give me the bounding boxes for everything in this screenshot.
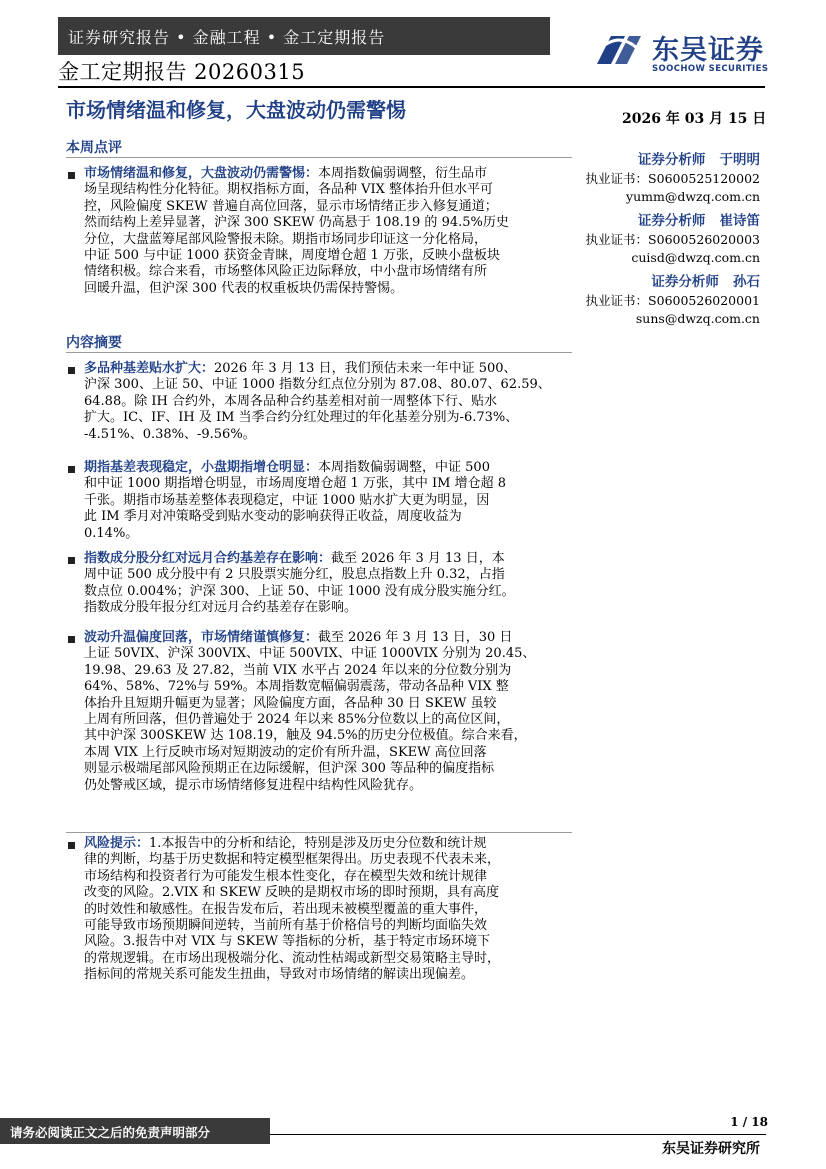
footer-institute: 东吴证券研究所 xyxy=(662,1141,760,1157)
bullet-icon xyxy=(68,557,75,564)
logo-text: 东吴证券 xyxy=(652,35,764,66)
summary-item: 多品种基差贴水扩大：2026 年 3 月 13 日，我们预估未来一年中证 500、 沪深 300、上证 50、中证 1000 指数分红点位分别为 87.08、80.07、62.59、 64.88。除 IH 合约外，本周各品种合约基差相对前一周整体下行、贴水 扩大。IC、IF、IH 及 IM 当季合约分红处理过的年化基差分别为-6.73%、 -4.51%、0.38%、-9.56%。 xyxy=(84,361,551,442)
footer-band xyxy=(0,1118,270,1144)
analyst-title: 证券分析师 于明明 xyxy=(637,152,760,168)
bullet-icon xyxy=(68,466,75,473)
weekly-lead: 市场情绪温和修复，大盘波动仍需警惕： xyxy=(84,166,319,181)
logo-english-text: SOOCHOW SECURITIES xyxy=(652,64,769,74)
soochow-logo-icon xyxy=(595,30,643,70)
section-divider xyxy=(66,352,572,353)
analyst-panel xyxy=(570,148,760,331)
bullet-icon xyxy=(68,842,75,849)
analyst-cert: 执业证书：S0600525120002 xyxy=(585,171,760,186)
analyst-title: 证券分析师 孙石 xyxy=(651,274,760,290)
bullet-icon xyxy=(68,636,75,643)
analyst-title: 证券分析师 崔诗笛 xyxy=(637,213,760,229)
analyst-email[interactable]: suns@dwzq.com.cn xyxy=(635,311,760,326)
risk-paragraph: 风险提示：1.本报告中的分析和结论，特别是涉及历史分位数和统计规 律的判断，均基于历史数据和特定模型框架得出。历史表现不代表未来， 市场结构和投资者行为可能发生根本性变化，存在模型失效和统计规律 改变的风险。2.VIX 和 SKEW 反映的是期权市场的即时预期，具有高度 的时效性和敏感性。在报告发布后，若出现未被模型覆盖的重大事件， 可能导致市场预期瞬间逆转，当前所有基于价格信号的判断均面临失效 风险。3.报告中对 VIX 与 SKEW 等指标的分析，基于特定市场环境下 的常规逻辑。在市场出现极端分化、流动性枯竭或新型交易策略主导时， 指标间的常规关系可能发生扭曲，导致对市场情绪的解读出现偏差。 xyxy=(84,836,501,983)
summary-item: 期指基差表现稳定，小盘期指增仓明显：本周指数偏弱调整，中证 500 和中证 1000 期指增仓明显，市场周度增仓超 1 万张，其中 IM 增仓超 8 千张。期指市场基差整体表现稳定，中证 1000 贴水扩大更为明显，因 此 IM 季月对冲策略受到贴水变动的影响获得正收益，周度收益为 0.14%。 xyxy=(84,460,506,541)
footer-disclaimer: 请务必阅读正文之后的免责声明部分 xyxy=(10,1125,211,1140)
header-divider xyxy=(58,86,765,88)
section-divider xyxy=(66,157,572,158)
footer-divider xyxy=(270,1134,766,1135)
page-title: 市场情绪温和修复，大盘波动仍需警惕 xyxy=(66,98,406,122)
analyst-email[interactable]: cuisd@dwzq.com.cn xyxy=(631,250,760,265)
analyst-cert: 执业证书：S0600526020001 xyxy=(585,293,760,308)
report-date: 2026 年 03 月 15 日 xyxy=(622,111,767,127)
header-band xyxy=(58,17,550,55)
bullet-icon xyxy=(68,172,75,179)
section-heading-weekly: 本周点评 xyxy=(66,140,122,156)
analyst-email[interactable]: yumm@dwzq.com.cn xyxy=(626,189,760,204)
page-number: 1 / 18 xyxy=(730,1115,768,1129)
bullet-icon xyxy=(68,367,75,374)
section-divider xyxy=(66,832,572,833)
header-band-text: 证券研究报告 • 金融工程 • 金工定期报告 xyxy=(68,28,386,47)
weekly-paragraph: 市场情绪温和修复，大盘波动仍需警惕：本周指数偏弱调整，衍生品市 场呈现结构性分化特征。期权指标方面，各品种 VIX 整体抬升但水平可 控，风险偏度 SKEW 普遍自高位回落，显示市场情绪正步入修复通道； 然而结构上差异显著，沪深 300 SKEW 仍高悬于 108.19 的 94.5%历史 分位，大盘蓝筹尾部风险警报未除。期指市场同步印证这一分化格局， 中证 500 与中证 1000 获资金青睐，周度增仓超 1 万张，反映小盘板块 情绪积极。综合来看，市场整体风险正边际释放，中小盘市场情绪有所 回暖升温，但沪深 300 代表的权重板块仍需保持警惕。 xyxy=(84,166,509,296)
report-series: 金工定期报告 20260315 xyxy=(58,60,306,84)
section-heading-summary: 内容摘要 xyxy=(66,335,122,351)
summary-item: 指数成分股分红对远月合约基差存在影响：截至 2026 年 3 月 13 日，本 周中证 500 成分股中有 2 只股票实施分红，股息点指数上升 0.32，占指 数点位 0.004%；沪深 300、上证 50、中证 1000 没有成分股实施分红。 指数成分股年报分红对远月合约基差存在影响。 xyxy=(84,551,515,616)
risk-lead: 风险提示： xyxy=(84,836,150,851)
summary-item: 波动升温偏度回落，市场情绪谨慎修复：截至 2026 年 3 月 13 日，30 日 上证 50VIX、沪深 300VIX、中证 500VIX、中证 1000VIX 分别为 20.45、 19.98、29.63 及 27.82，当前 VIX 水平占 2024 年以来的分位数分别为 64%、58%、72%与 59%。本周指数宽幅偏弱震荡，带动各品种 VIX 整 体抬升且短期升幅更为显著；风险偏度方面，各品种 30 日 SKEW 虽较 上周有所回落，但仍普遍处于 2024 年以来 85%分位数以上的高位区间， 其中沪深 300SKEW 达 108.19，触及 94.5%的历史分位极值。综合来看， 本周 VIX 上行反映市场对短期波动的定价有所升温，SKEW 高位回落 则显示极端尾部风险预期正在边际缓解，但沪深 300 等品种的偏度指标 仍处警戒区域，提示市场情绪修复进程中结构性风险犹存。 xyxy=(84,630,536,793)
analyst-cert: 执业证书：S0600526020003 xyxy=(585,232,760,247)
